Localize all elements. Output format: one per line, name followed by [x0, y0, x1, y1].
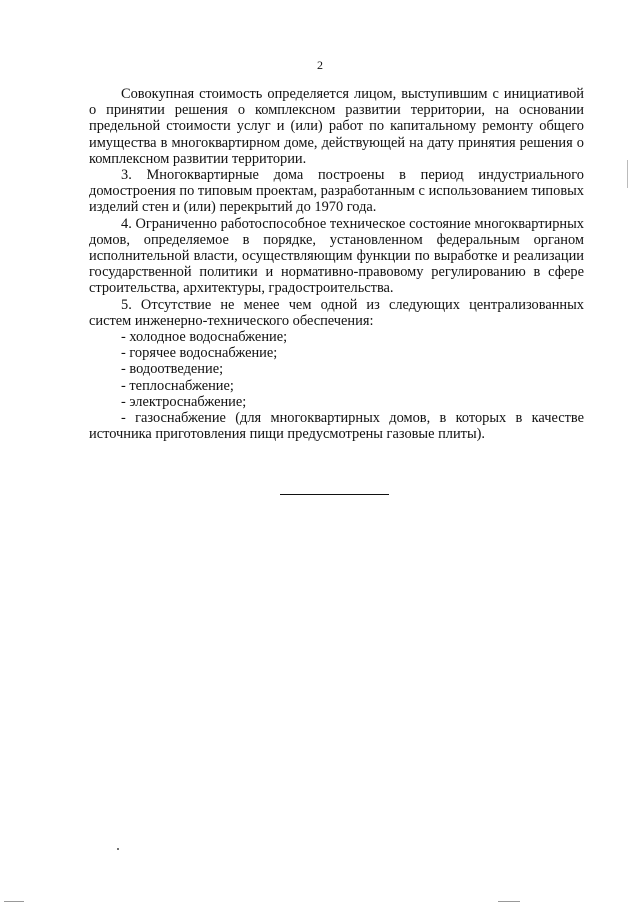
scan-bottom-mark — [4, 901, 24, 902]
paragraph-total-cost: Совокупная стоимость определяется лицом, выступившим с инициативой о принятии решения о комплексном развитии территории, на основании предельной стоимости услуг и (или) работ по капитальному ремонту общего имущества в многоквартирном доме, действующей на дату принятия решения о комплексном развитии территории. — [89, 86, 584, 167]
document-body — [89, 86, 584, 442]
list-item: - водоотведение; — [121, 361, 224, 378]
list-item: - горячее водоснабжение; — [121, 345, 278, 362]
closing-rule — [280, 494, 389, 495]
paragraph-item-3: 3. Многоквартирные дома построены в период индустриального домостроения по типовым проектам, разработанным с использованием типовых изделий стен и (или) перекрытий до 1970 года. — [89, 167, 584, 216]
paragraph-item-4: 4. Ограниченно работоспособное техническое состояние многоквартирных домов, определяемое в порядке, установленном федеральным органом исполнительной власти, осуществляющим функции по выработке и реализации государственной политики и нормативно-правовому регулированию в сфере строительства, архитектуры, градостроительства. — [89, 215, 584, 297]
list-item: - теплоснабжение; — [121, 377, 234, 394]
scan-dot — [117, 848, 119, 850]
scan-edge-mark — [627, 160, 628, 188]
scan-bottom-mark — [498, 901, 520, 902]
list-item: - электроснабжение; — [121, 393, 247, 410]
list-item: - холодное водоснабжение; — [121, 329, 288, 346]
utility-list — [89, 329, 584, 442]
page-number: 2 — [317, 58, 323, 72]
list-item-gas: - газоснабжение (для многоквартирных домов, в которых в качестве источника приготовления пищи предусмотрены газовые плиты). — [89, 410, 584, 443]
paragraph-item-5: 5. Отсутствие не менее чем одной из следующих централизованных систем инженерно-технического обеспечения: — [89, 296, 584, 329]
